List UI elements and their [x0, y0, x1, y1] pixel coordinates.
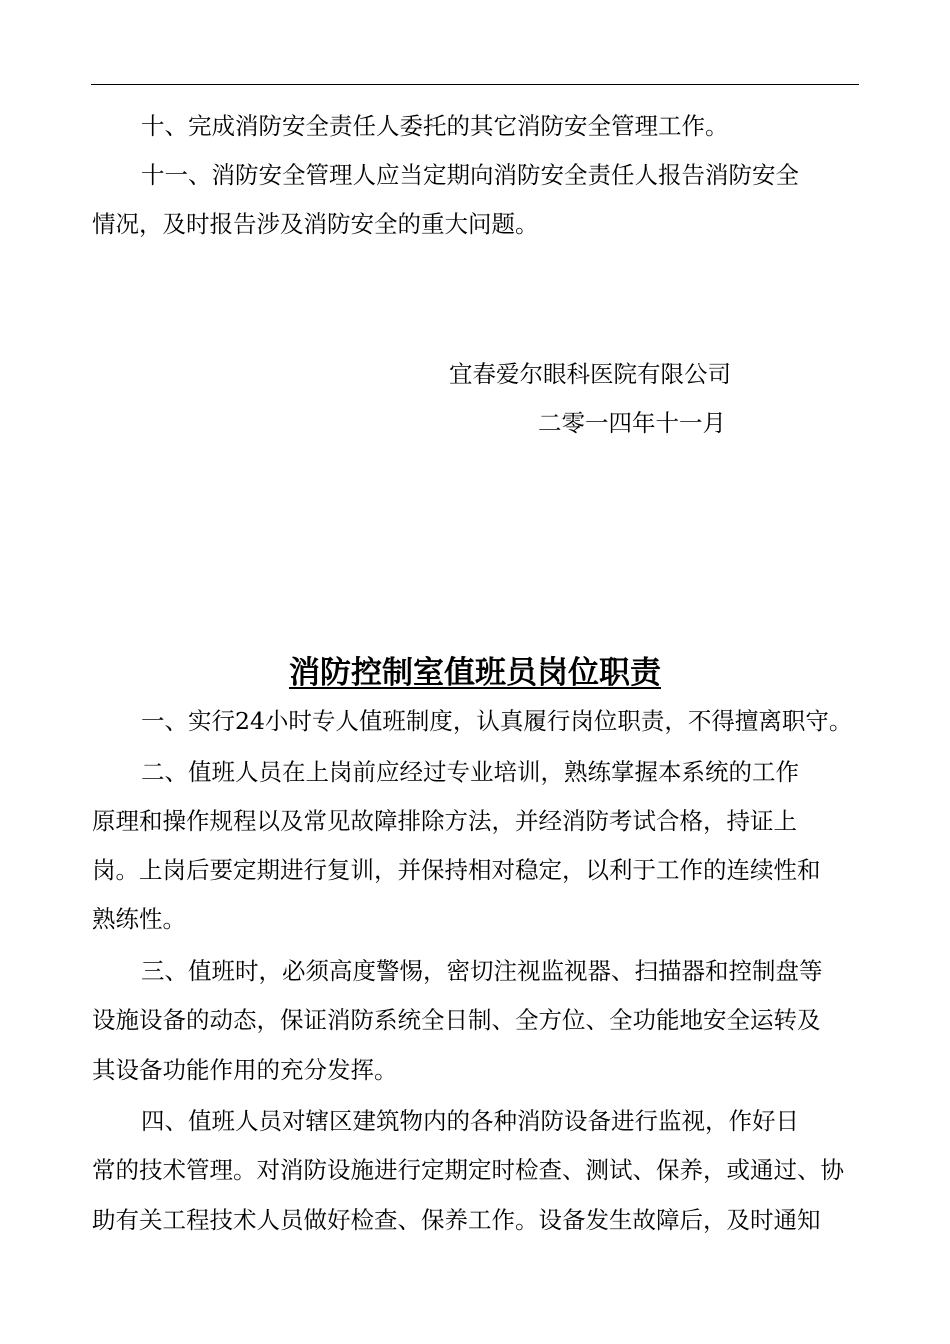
paragraph-2-line-2: 原理和操作规程以及常见故障排除方法，并经消防考试合格，持证上 — [92, 807, 797, 835]
paragraph-3-line-1: 三、值班时，必须高度警惕，密切注视监视器、扫描器和控制盘等 — [141, 957, 823, 985]
document-title: 消防控制室值班员岗位职责 — [289, 655, 661, 691]
signature-date: 二零一四年十一月 — [538, 409, 726, 437]
paragraph-2-line-1: 二、值班人员在上岗前应经过专业培训，熟练掌握本系统的工作 — [141, 758, 799, 786]
paragraph-2-line-3: 岗。上岗后要定期进行复训，并保持相对稳定，以利于工作的连续性和 — [92, 856, 821, 884]
paragraph-4-line-1: 四、值班人员对辖区建筑物内的各种消防设备进行监视，作好日 — [141, 1107, 799, 1135]
paragraph-3-line-3: 其设备功能作用的充分发挥。 — [92, 1056, 398, 1084]
paragraph-1-line-1: 一、实行24小时专人值班制度，认真履行岗位职责，不得擅离职守。 — [141, 707, 853, 735]
item-11-line-1: 十一、消防安全管理人应当定期向消防安全责任人报告消防安全 — [141, 161, 799, 189]
paragraph-4-line-2: 常的技术管理。对消防设施进行定期定时检查、测试、保养，或通过、协 — [92, 1156, 844, 1184]
paragraph-2-line-4: 熟练性。 — [92, 905, 186, 933]
item-10: 十、完成消防安全责任人委托的其它消防安全管理工作。 — [141, 112, 729, 140]
paragraph-3-line-2: 设施设备的动态，保证消防系统全日制、全方位、全功能地安全运转及 — [92, 1006, 821, 1034]
header-rule — [91, 84, 859, 85]
signature-organization: 宜春爱尔眼科医院有限公司 — [449, 360, 731, 388]
item-11-line-2: 情况，及时报告涉及消防安全的重大问题。 — [92, 210, 539, 238]
paragraph-4-line-3: 助有关工程技术人员做好检查、保养工作。设备发生故障后，及时通知 — [92, 1206, 821, 1234]
